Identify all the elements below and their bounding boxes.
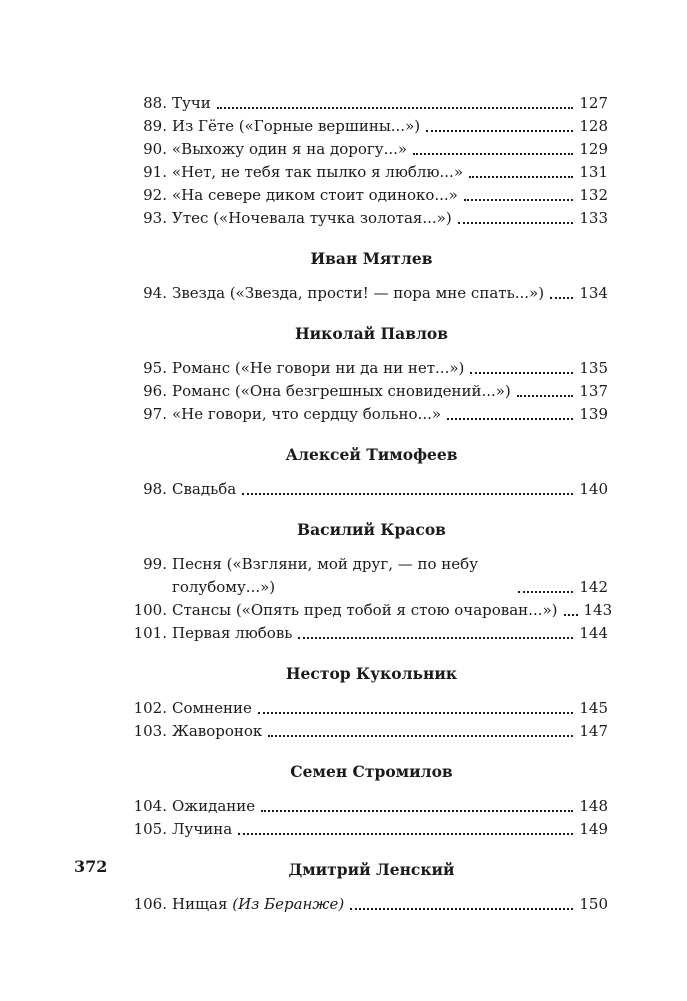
author-heading: Василий Красов: [297, 520, 446, 539]
entry-page: 131: [579, 163, 608, 181]
toc-entry: [135, 553, 608, 599]
toc-group: [0, 519, 687, 645]
entry-page: 134: [579, 284, 608, 302]
leader-dots: [413, 153, 573, 155]
leader-dots: [298, 637, 573, 639]
author-heading: Николай Павлов: [294, 324, 449, 343]
entry-number: 106.: [133, 895, 167, 913]
toc-entry: [135, 893, 608, 916]
leader-dots: [458, 222, 574, 224]
entry-title: Жаворонок: [172, 722, 263, 740]
leader-dots: [550, 297, 573, 299]
entry-page: 144: [579, 624, 608, 642]
toc-group: [0, 761, 687, 841]
entry-title: Из Гёте («Горные вершины...»): [172, 117, 421, 135]
entry-number: 105.: [133, 820, 167, 838]
leader-dots: [238, 833, 573, 835]
entry-number: 94.: [143, 284, 167, 302]
toc-entry: [135, 357, 608, 380]
entry-number: 93.: [143, 209, 167, 227]
toc-entry: [135, 622, 608, 645]
toc-group: [0, 663, 687, 743]
toc-entry: [135, 207, 608, 230]
toc-entry: [133, 599, 613, 622]
entry-page: 150: [579, 895, 608, 913]
toc-entry: [135, 720, 608, 743]
entry-title: Романс («Она безгрешных сновидений...»): [172, 382, 511, 400]
toc-entry: [135, 161, 608, 184]
table-of-contents: [0, 92, 687, 916]
toc-entry: [135, 403, 608, 426]
entry-title: Сомнение: [172, 699, 252, 717]
entry-page: 129: [579, 140, 608, 158]
author-heading: Семен Стромилов: [290, 762, 453, 781]
toc-entry: [135, 380, 608, 403]
toc-group: [0, 92, 687, 230]
entry-title: Ожидание: [172, 797, 256, 815]
entry-title: Тучи: [172, 94, 211, 112]
entry-page: 127: [579, 94, 608, 112]
toc-entry: [135, 795, 608, 818]
entry-page: 135: [579, 359, 608, 377]
leader-dots: [261, 810, 573, 812]
entry-title: «Не говори, что сердцу больно...»: [172, 405, 442, 423]
entry-number: 95.: [143, 359, 167, 377]
toc-group: [0, 248, 687, 305]
toc-entry: [135, 697, 608, 720]
leader-dots: [426, 130, 573, 132]
entry-title: «На севере диком стоит одиноко...»: [172, 186, 458, 204]
toc-group: [0, 323, 687, 426]
entry-number: 90.: [143, 140, 167, 158]
toc-entry: [135, 282, 608, 305]
toc-entry: [135, 478, 608, 501]
entry-title: «Нет, не тебя так пылко я люблю...»: [172, 163, 463, 181]
leader-dots: [258, 712, 573, 714]
entry-title: Свадьба: [172, 480, 237, 498]
entry-number: 103.: [133, 722, 167, 740]
entry-number: 101.: [133, 624, 167, 642]
entry-page: 143: [583, 601, 613, 619]
author-heading: Нестор Кукольник: [285, 664, 458, 683]
author-heading: Дмитрий Ленский: [288, 860, 455, 879]
author-heading: Алексей Тимофеев: [285, 445, 458, 464]
entry-page: 148: [579, 797, 608, 815]
leader-dots: [464, 199, 573, 201]
entry-title: «Выхожу один я на дорогу...»: [172, 140, 408, 158]
entry-number: 89.: [143, 117, 167, 135]
entry-number: 100.: [133, 601, 167, 619]
page-number: 372: [74, 857, 108, 876]
toc-entry: [135, 138, 608, 161]
entry-title: Лучина: [172, 820, 233, 838]
leader-dots: [242, 493, 573, 495]
entry-number: 91.: [143, 163, 167, 181]
entry-number: 88.: [143, 94, 167, 112]
entry-page: 132: [579, 186, 608, 204]
entry-page: 133: [579, 209, 608, 227]
entry-page: 140: [579, 480, 608, 498]
leader-dots: [217, 107, 574, 109]
toc-entry: [135, 818, 608, 841]
leader-dots: [517, 395, 574, 397]
entry-title: Песня («Взгляни, мой друг, — по небу голубому...»): [172, 555, 479, 596]
entry-page: 145: [579, 699, 608, 717]
entry-number: 102.: [133, 699, 167, 717]
entry-number: 97.: [143, 405, 167, 423]
entry-page: 128: [579, 117, 608, 135]
entry-number: 99.: [143, 555, 167, 573]
leader-dots: [447, 418, 573, 420]
entry-number: 92.: [143, 186, 167, 204]
author-heading: Иван Мятлев: [310, 249, 433, 268]
leader-dots: [518, 591, 573, 593]
leader-dots: [469, 176, 573, 178]
leader-dots: [350, 908, 573, 910]
leader-dots: [470, 372, 573, 374]
entry-number: 104.: [133, 797, 167, 815]
entry-page: 142: [579, 578, 608, 596]
toc-entry: [135, 115, 608, 138]
toc-entry: [135, 184, 608, 207]
entry-page: 147: [579, 722, 608, 740]
leader-dots: [268, 735, 573, 737]
entry-page: 149: [579, 820, 608, 838]
entry-title: Стансы («Опять пред тобой я стою очарован...»): [172, 601, 558, 619]
entry-title-main: Нищая: [172, 895, 228, 913]
entry-title: Первая любовь: [172, 624, 293, 642]
entry-title: Романс («Не говори ни да ни нет...»): [172, 359, 465, 377]
toc-group: [0, 444, 687, 501]
entry-number: 98.: [143, 480, 167, 498]
entry-number: 96.: [143, 382, 167, 400]
entry-page: 139: [579, 405, 608, 423]
leader-dots: [564, 614, 578, 616]
entry-title: Утес («Ночевала тучка золотая...»): [172, 209, 452, 227]
entry-title-italic: (Из Беранже): [232, 895, 345, 913]
entry-title: Звезда («Звезда, прости! — пора мне спать...»): [172, 284, 545, 302]
entry-page: 137: [579, 382, 608, 400]
toc-entry: [135, 92, 608, 115]
